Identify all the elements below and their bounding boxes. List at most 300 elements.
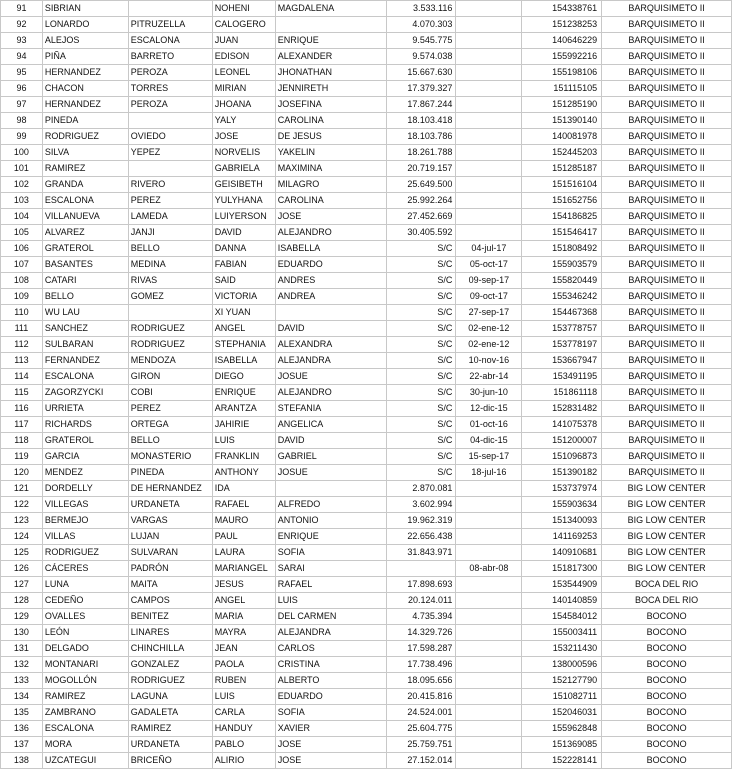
cell-location[interactable]: BOCONO: [602, 737, 732, 753]
cell-code-number[interactable]: 152228141: [522, 753, 602, 769]
cell-birth-date[interactable]: [456, 673, 522, 689]
cell-code-number[interactable]: 154584012: [522, 609, 602, 625]
cell-row-number[interactable]: 93: [1, 33, 43, 49]
cell-second-surname[interactable]: PEREZ: [128, 401, 212, 417]
cell-id-number[interactable]: 19.962.319: [387, 513, 456, 529]
cell-second-name[interactable]: JENNIRETH: [275, 81, 387, 97]
cell-second-surname[interactable]: BELLO: [128, 433, 212, 449]
cell-row-number[interactable]: 105: [1, 225, 43, 241]
cell-first-surname[interactable]: MORA: [42, 737, 128, 753]
cell-second-surname[interactable]: GOMEZ: [128, 289, 212, 305]
cell-second-surname[interactable]: RIVERO: [128, 177, 212, 193]
cell-second-surname[interactable]: CHINCHILLA: [128, 641, 212, 657]
cell-second-surname[interactable]: BELLO: [128, 241, 212, 257]
cell-row-number[interactable]: 134: [1, 689, 43, 705]
cell-row-number[interactable]: 121: [1, 481, 43, 497]
cell-first-surname[interactable]: SILVA: [42, 145, 128, 161]
cell-first-surname[interactable]: DORDELLY: [42, 481, 128, 497]
cell-id-number[interactable]: 4.070.303: [387, 17, 456, 33]
cell-location[interactable]: BARQUISIMETO II: [602, 97, 732, 113]
cell-first-surname[interactable]: HERNANDEZ: [42, 65, 128, 81]
cell-id-number[interactable]: S/C: [387, 433, 456, 449]
cell-second-surname[interactable]: MONASTERIO: [128, 449, 212, 465]
cell-birth-date[interactable]: [456, 529, 522, 545]
cell-first-surname[interactable]: RODRIGUEZ: [42, 545, 128, 561]
cell-id-number[interactable]: S/C: [387, 385, 456, 401]
cell-code-number[interactable]: 153544909: [522, 577, 602, 593]
cell-code-number[interactable]: 151369085: [522, 737, 602, 753]
cell-second-surname[interactable]: JANJI: [128, 225, 212, 241]
cell-id-number[interactable]: S/C: [387, 449, 456, 465]
cell-location[interactable]: BARQUISIMETO II: [602, 17, 732, 33]
cell-second-name[interactable]: CAROLINA: [275, 113, 387, 129]
cell-first-name[interactable]: XI YUAN: [212, 305, 275, 321]
cell-row-number[interactable]: 117: [1, 417, 43, 433]
cell-first-name[interactable]: STEPHANIA: [212, 337, 275, 353]
cell-first-name[interactable]: PAUL: [212, 529, 275, 545]
cell-second-surname[interactable]: GIRON: [128, 369, 212, 385]
cell-birth-date[interactable]: [456, 145, 522, 161]
cell-location[interactable]: BARQUISIMETO II: [602, 257, 732, 273]
cell-first-surname[interactable]: URRIETA: [42, 401, 128, 417]
cell-row-number[interactable]: 132: [1, 657, 43, 673]
cell-id-number[interactable]: 17.598.287: [387, 641, 456, 657]
cell-second-surname[interactable]: LINARES: [128, 625, 212, 641]
cell-code-number[interactable]: 155820449: [522, 273, 602, 289]
cell-code-number[interactable]: 154186825: [522, 209, 602, 225]
cell-first-surname[interactable]: LONARDO: [42, 17, 128, 33]
cell-location[interactable]: BIG LOW CENTER: [602, 545, 732, 561]
cell-second-name[interactable]: EDUARDO: [275, 257, 387, 273]
cell-second-name[interactable]: JOSE: [275, 209, 387, 225]
cell-first-surname[interactable]: SIBRIAN: [42, 1, 128, 17]
cell-id-number[interactable]: 25.649.500: [387, 177, 456, 193]
cell-row-number[interactable]: 135: [1, 705, 43, 721]
cell-row-number[interactable]: 115: [1, 385, 43, 401]
cell-second-surname[interactable]: PEREZ: [128, 193, 212, 209]
cell-row-number[interactable]: 102: [1, 177, 43, 193]
cell-id-number[interactable]: S/C: [387, 417, 456, 433]
cell-id-number[interactable]: 20.124.011: [387, 593, 456, 609]
cell-row-number[interactable]: 109: [1, 289, 43, 305]
cell-code-number[interactable]: 151096873: [522, 449, 602, 465]
cell-id-number[interactable]: 17.738.496: [387, 657, 456, 673]
cell-first-surname[interactable]: LUNA: [42, 577, 128, 593]
cell-row-number[interactable]: 103: [1, 193, 43, 209]
cell-first-name[interactable]: PAOLA: [212, 657, 275, 673]
cell-second-surname[interactable]: LAGUNA: [128, 689, 212, 705]
cell-first-surname[interactable]: ESCALONA: [42, 369, 128, 385]
cell-second-surname[interactable]: ESCALONA: [128, 33, 212, 49]
cell-birth-date[interactable]: 04-dic-15: [456, 433, 522, 449]
cell-second-surname[interactable]: BRICEÑO: [128, 753, 212, 769]
cell-second-surname[interactable]: RODRIGUEZ: [128, 321, 212, 337]
cell-birth-date[interactable]: [456, 113, 522, 129]
cell-first-surname[interactable]: MONTANARI: [42, 657, 128, 673]
cell-birth-date[interactable]: [456, 209, 522, 225]
cell-birth-date[interactable]: 22-abr-14: [456, 369, 522, 385]
cell-second-surname[interactable]: [128, 305, 212, 321]
cell-first-name[interactable]: PABLO: [212, 737, 275, 753]
cell-birth-date[interactable]: [456, 1, 522, 17]
cell-second-surname[interactable]: GONZALEZ: [128, 657, 212, 673]
cell-id-number[interactable]: S/C: [387, 401, 456, 417]
cell-row-number[interactable]: 120: [1, 465, 43, 481]
cell-id-number[interactable]: 17.867.244: [387, 97, 456, 113]
cell-row-number[interactable]: 95: [1, 65, 43, 81]
cell-row-number[interactable]: 100: [1, 145, 43, 161]
cell-id-number[interactable]: 14.329.726: [387, 625, 456, 641]
cell-location[interactable]: BARQUISIMETO II: [602, 209, 732, 225]
cell-code-number[interactable]: 152127790: [522, 673, 602, 689]
cell-second-surname[interactable]: CAMPOS: [128, 593, 212, 609]
cell-id-number[interactable]: 27.152.014: [387, 753, 456, 769]
cell-id-number[interactable]: 31.843.971: [387, 545, 456, 561]
cell-id-number[interactable]: 18.261.788: [387, 145, 456, 161]
cell-first-name[interactable]: LEONEL: [212, 65, 275, 81]
cell-id-number[interactable]: 25.759.751: [387, 737, 456, 753]
cell-row-number[interactable]: 138: [1, 753, 43, 769]
cell-birth-date[interactable]: 01-oct-16: [456, 417, 522, 433]
cell-first-surname[interactable]: VILLANUEVA: [42, 209, 128, 225]
cell-first-surname[interactable]: ZAMBRANO: [42, 705, 128, 721]
cell-location[interactable]: BOCONO: [602, 625, 732, 641]
cell-first-name[interactable]: ANTHONY: [212, 465, 275, 481]
cell-location[interactable]: BIG LOW CENTER: [602, 481, 732, 497]
cell-location[interactable]: BARQUISIMETO II: [602, 417, 732, 433]
cell-birth-date[interactable]: [456, 481, 522, 497]
cell-second-surname[interactable]: [128, 1, 212, 17]
cell-id-number[interactable]: 18.103.418: [387, 113, 456, 129]
cell-first-name[interactable]: EDISON: [212, 49, 275, 65]
cell-row-number[interactable]: 96: [1, 81, 43, 97]
cell-first-name[interactable]: JAHIRIE: [212, 417, 275, 433]
cell-second-name[interactable]: MAGDALENA: [275, 1, 387, 17]
cell-first-surname[interactable]: DELGADO: [42, 641, 128, 657]
cell-second-name[interactable]: GABRIEL: [275, 449, 387, 465]
cell-code-number[interactable]: 154467368: [522, 305, 602, 321]
cell-birth-date[interactable]: [456, 657, 522, 673]
cell-row-number[interactable]: 125: [1, 545, 43, 561]
cell-first-name[interactable]: NOHENI: [212, 1, 275, 17]
cell-second-name[interactable]: DAVID: [275, 433, 387, 449]
cell-first-surname[interactable]: ESCALONA: [42, 193, 128, 209]
cell-first-surname[interactable]: CÁCERES: [42, 561, 128, 577]
cell-first-surname[interactable]: SANCHEZ: [42, 321, 128, 337]
cell-location[interactable]: BOCONO: [602, 753, 732, 769]
cell-first-name[interactable]: JUAN: [212, 33, 275, 49]
cell-location[interactable]: BARQUISIMETO II: [602, 289, 732, 305]
cell-first-name[interactable]: DIEGO: [212, 369, 275, 385]
cell-location[interactable]: BARQUISIMETO II: [602, 337, 732, 353]
cell-id-number[interactable]: 30.405.592: [387, 225, 456, 241]
cell-first-surname[interactable]: MOGOLLÓN: [42, 673, 128, 689]
cell-second-surname[interactable]: OVIEDO: [128, 129, 212, 145]
cell-second-surname[interactable]: MAITA: [128, 577, 212, 593]
cell-second-name[interactable]: ALBERTO: [275, 673, 387, 689]
cell-first-name[interactable]: MAURO: [212, 513, 275, 529]
cell-second-surname[interactable]: BENITEZ: [128, 609, 212, 625]
cell-second-name[interactable]: SOFIA: [275, 545, 387, 561]
cell-location[interactable]: BOCA DEL RIO: [602, 593, 732, 609]
cell-row-number[interactable]: 118: [1, 433, 43, 449]
cell-location[interactable]: BARQUISIMETO II: [602, 353, 732, 369]
cell-birth-date[interactable]: [456, 97, 522, 113]
cell-row-number[interactable]: 130: [1, 625, 43, 641]
cell-birth-date[interactable]: [456, 577, 522, 593]
cell-code-number[interactable]: 152445203: [522, 145, 602, 161]
cell-second-surname[interactable]: RAMIREZ: [128, 721, 212, 737]
cell-first-surname[interactable]: FERNANDEZ: [42, 353, 128, 369]
cell-row-number[interactable]: 136: [1, 721, 43, 737]
cell-location[interactable]: BOCONO: [602, 673, 732, 689]
cell-first-surname[interactable]: CATARI: [42, 273, 128, 289]
cell-id-number[interactable]: 15.667.630: [387, 65, 456, 81]
cell-row-number[interactable]: 126: [1, 561, 43, 577]
cell-second-name[interactable]: ISABELLA: [275, 241, 387, 257]
cell-first-name[interactable]: LAURA: [212, 545, 275, 561]
cell-second-name[interactable]: DEL CARMEN: [275, 609, 387, 625]
cell-first-surname[interactable]: LEÓN: [42, 625, 128, 641]
cell-code-number[interactable]: 151817300: [522, 561, 602, 577]
cell-id-number[interactable]: S/C: [387, 369, 456, 385]
cell-code-number[interactable]: 151285187: [522, 161, 602, 177]
cell-code-number[interactable]: 151390140: [522, 113, 602, 129]
cell-id-number[interactable]: 20.719.157: [387, 161, 456, 177]
cell-row-number[interactable]: 137: [1, 737, 43, 753]
cell-location[interactable]: BIG LOW CENTER: [602, 561, 732, 577]
cell-first-surname[interactable]: GRATEROL: [42, 241, 128, 257]
cell-code-number[interactable]: 151115105: [522, 81, 602, 97]
cell-second-name[interactable]: SARAI: [275, 561, 387, 577]
cell-code-number[interactable]: 155346242: [522, 289, 602, 305]
cell-birth-date[interactable]: 10-nov-16: [456, 353, 522, 369]
cell-location[interactable]: BIG LOW CENTER: [602, 513, 732, 529]
cell-second-name[interactable]: MILAGRO: [275, 177, 387, 193]
cell-second-name[interactable]: JOSE: [275, 737, 387, 753]
cell-second-name[interactable]: JOSEFINA: [275, 97, 387, 113]
cell-second-name[interactable]: JOSUE: [275, 369, 387, 385]
cell-birth-date[interactable]: [456, 17, 522, 33]
cell-id-number[interactable]: S/C: [387, 353, 456, 369]
cell-code-number[interactable]: 151390182: [522, 465, 602, 481]
cell-second-surname[interactable]: BARRETO: [128, 49, 212, 65]
cell-second-name[interactable]: ENRIQUE: [275, 529, 387, 545]
cell-location[interactable]: BARQUISIMETO II: [602, 161, 732, 177]
cell-first-surname[interactable]: MENDEZ: [42, 465, 128, 481]
cell-id-number[interactable]: 9.545.775: [387, 33, 456, 49]
cell-row-number[interactable]: 127: [1, 577, 43, 593]
cell-code-number[interactable]: 155198106: [522, 65, 602, 81]
cell-location[interactable]: BARQUISIMETO II: [602, 305, 732, 321]
cell-id-number[interactable]: S/C: [387, 257, 456, 273]
cell-location[interactable]: BARQUISIMETO II: [602, 385, 732, 401]
cell-code-number[interactable]: 151200007: [522, 433, 602, 449]
cell-location[interactable]: BARQUISIMETO II: [602, 401, 732, 417]
cell-row-number[interactable]: 92: [1, 17, 43, 33]
cell-id-number[interactable]: [387, 561, 456, 577]
cell-birth-date[interactable]: 02-ene-12: [456, 337, 522, 353]
cell-id-number[interactable]: S/C: [387, 289, 456, 305]
cell-birth-date[interactable]: 12-dic-15: [456, 401, 522, 417]
cell-location[interactable]: BOCA DEL RIO: [602, 577, 732, 593]
cell-first-surname[interactable]: PINEDA: [42, 113, 128, 129]
cell-code-number[interactable]: 141169253: [522, 529, 602, 545]
cell-location[interactable]: BARQUISIMETO II: [602, 33, 732, 49]
cell-second-surname[interactable]: MEDINA: [128, 257, 212, 273]
cell-first-surname[interactable]: WU LAU: [42, 305, 128, 321]
cell-first-name[interactable]: YALY: [212, 113, 275, 129]
cell-location[interactable]: BARQUISIMETO II: [602, 321, 732, 337]
cell-row-number[interactable]: 112: [1, 337, 43, 353]
cell-row-number[interactable]: 97: [1, 97, 43, 113]
cell-birth-date[interactable]: 15-sep-17: [456, 449, 522, 465]
cell-birth-date[interactable]: 08-abr-08: [456, 561, 522, 577]
cell-row-number[interactable]: 116: [1, 401, 43, 417]
cell-row-number[interactable]: 110: [1, 305, 43, 321]
cell-first-name[interactable]: NORVELIS: [212, 145, 275, 161]
cell-location[interactable]: BARQUISIMETO II: [602, 465, 732, 481]
cell-second-name[interactable]: ALEXANDER: [275, 49, 387, 65]
cell-birth-date[interactable]: [456, 65, 522, 81]
cell-second-name[interactable]: DE JESUS: [275, 129, 387, 145]
cell-id-number[interactable]: 20.415.816: [387, 689, 456, 705]
cell-location[interactable]: BIG LOW CENTER: [602, 529, 732, 545]
cell-second-name[interactable]: DAVID: [275, 321, 387, 337]
cell-first-name[interactable]: JEAN: [212, 641, 275, 657]
cell-first-name[interactable]: MAYRA: [212, 625, 275, 641]
cell-id-number[interactable]: 27.452.669: [387, 209, 456, 225]
cell-location[interactable]: BARQUISIMETO II: [602, 433, 732, 449]
cell-first-name[interactable]: FABIAN: [212, 257, 275, 273]
cell-first-surname[interactable]: RAMIREZ: [42, 161, 128, 177]
cell-second-name[interactable]: EDUARDO: [275, 689, 387, 705]
cell-birth-date[interactable]: [456, 641, 522, 657]
cell-first-name[interactable]: CALOGERO: [212, 17, 275, 33]
cell-code-number[interactable]: 155003411: [522, 625, 602, 641]
cell-birth-date[interactable]: 27-sep-17: [456, 305, 522, 321]
cell-second-name[interactable]: SOFIA: [275, 705, 387, 721]
cell-birth-date[interactable]: [456, 225, 522, 241]
cell-id-number[interactable]: 17.898.693: [387, 577, 456, 593]
cell-code-number[interactable]: 153737974: [522, 481, 602, 497]
cell-id-number[interactable]: 4.735.394: [387, 609, 456, 625]
cell-second-surname[interactable]: ORTEGA: [128, 417, 212, 433]
cell-birth-date[interactable]: [456, 497, 522, 513]
cell-id-number[interactable]: 9.574.038: [387, 49, 456, 65]
cell-id-number[interactable]: 2.870.081: [387, 481, 456, 497]
cell-second-name[interactable]: YAKELIN: [275, 145, 387, 161]
cell-first-surname[interactable]: GARCIA: [42, 449, 128, 465]
cell-id-number[interactable]: 18.103.786: [387, 129, 456, 145]
cell-first-surname[interactable]: UZCATEGUI: [42, 753, 128, 769]
cell-second-surname[interactable]: YEPEZ: [128, 145, 212, 161]
cell-first-name[interactable]: LUIYERSON: [212, 209, 275, 225]
cell-birth-date[interactable]: [456, 705, 522, 721]
cell-second-name[interactable]: ENRIQUE: [275, 33, 387, 49]
cell-second-name[interactable]: ALEJANDRO: [275, 385, 387, 401]
cell-birth-date[interactable]: 02-ene-12: [456, 321, 522, 337]
cell-first-surname[interactable]: ESCALONA: [42, 721, 128, 737]
cell-location[interactable]: BOCONO: [602, 609, 732, 625]
cell-code-number[interactable]: 151546417: [522, 225, 602, 241]
cell-second-name[interactable]: ANDRES: [275, 273, 387, 289]
cell-birth-date[interactable]: [456, 193, 522, 209]
cell-second-name[interactable]: ANTONIO: [275, 513, 387, 529]
cell-first-name[interactable]: HANDUY: [212, 721, 275, 737]
cell-first-name[interactable]: JESUS: [212, 577, 275, 593]
cell-birth-date[interactable]: 30-jun-10: [456, 385, 522, 401]
cell-id-number[interactable]: 22.656.438: [387, 529, 456, 545]
cell-code-number[interactable]: 141075378: [522, 417, 602, 433]
cell-second-name[interactable]: ANDREA: [275, 289, 387, 305]
cell-second-surname[interactable]: MENDOZA: [128, 353, 212, 369]
cell-birth-date[interactable]: [456, 161, 522, 177]
cell-birth-date[interactable]: [456, 737, 522, 753]
cell-first-name[interactable]: CARLA: [212, 705, 275, 721]
cell-second-name[interactable]: STEFANIA: [275, 401, 387, 417]
cell-first-surname[interactable]: RICHARDS: [42, 417, 128, 433]
cell-first-name[interactable]: LUIS: [212, 689, 275, 705]
cell-second-name[interactable]: ALFREDO: [275, 497, 387, 513]
cell-first-name[interactable]: ALIRIO: [212, 753, 275, 769]
cell-second-surname[interactable]: [128, 113, 212, 129]
cell-location[interactable]: BARQUISIMETO II: [602, 49, 732, 65]
cell-second-name[interactable]: [275, 17, 387, 33]
cell-id-number[interactable]: 3.533.116: [387, 1, 456, 17]
cell-row-number[interactable]: 113: [1, 353, 43, 369]
cell-first-name[interactable]: JHOANA: [212, 97, 275, 113]
cell-second-name[interactable]: MAXIMINA: [275, 161, 387, 177]
cell-code-number[interactable]: 151516104: [522, 177, 602, 193]
cell-second-name[interactable]: [275, 481, 387, 497]
cell-first-name[interactable]: ENRIQUE: [212, 385, 275, 401]
cell-second-surname[interactable]: LAMEDA: [128, 209, 212, 225]
cell-code-number[interactable]: 153778757: [522, 321, 602, 337]
cell-code-number[interactable]: 155903579: [522, 257, 602, 273]
cell-first-surname[interactable]: BELLO: [42, 289, 128, 305]
cell-second-surname[interactable]: DE HERNANDEZ: [128, 481, 212, 497]
cell-birth-date[interactable]: [456, 81, 522, 97]
cell-second-name[interactable]: [275, 305, 387, 321]
cell-second-surname[interactable]: PITRUZELLA: [128, 17, 212, 33]
cell-code-number[interactable]: 151808492: [522, 241, 602, 257]
cell-row-number[interactable]: 119: [1, 449, 43, 465]
cell-birth-date[interactable]: [456, 513, 522, 529]
cell-first-surname[interactable]: CHACON: [42, 81, 128, 97]
cell-second-surname[interactable]: PINEDA: [128, 465, 212, 481]
cell-location[interactable]: BARQUISIMETO II: [602, 449, 732, 465]
cell-code-number[interactable]: 154338761: [522, 1, 602, 17]
cell-row-number[interactable]: 94: [1, 49, 43, 65]
cell-birth-date[interactable]: [456, 753, 522, 769]
cell-birth-date[interactable]: [456, 625, 522, 641]
cell-second-name[interactable]: ALEJANDRA: [275, 625, 387, 641]
cell-second-surname[interactable]: LUJAN: [128, 529, 212, 545]
cell-first-name[interactable]: MARIA: [212, 609, 275, 625]
cell-code-number[interactable]: 138000596: [522, 657, 602, 673]
cell-birth-date[interactable]: 09-oct-17: [456, 289, 522, 305]
cell-location[interactable]: BARQUISIMETO II: [602, 113, 732, 129]
cell-first-name[interactable]: MIRIAN: [212, 81, 275, 97]
cell-row-number[interactable]: 106: [1, 241, 43, 257]
cell-first-surname[interactable]: ALVAREZ: [42, 225, 128, 241]
cell-row-number[interactable]: 133: [1, 673, 43, 689]
cell-first-surname[interactable]: RAMIREZ: [42, 689, 128, 705]
cell-code-number[interactable]: 153491195: [522, 369, 602, 385]
cell-second-name[interactable]: ALEJANDRA: [275, 353, 387, 369]
cell-second-name[interactable]: XAVIER: [275, 721, 387, 737]
